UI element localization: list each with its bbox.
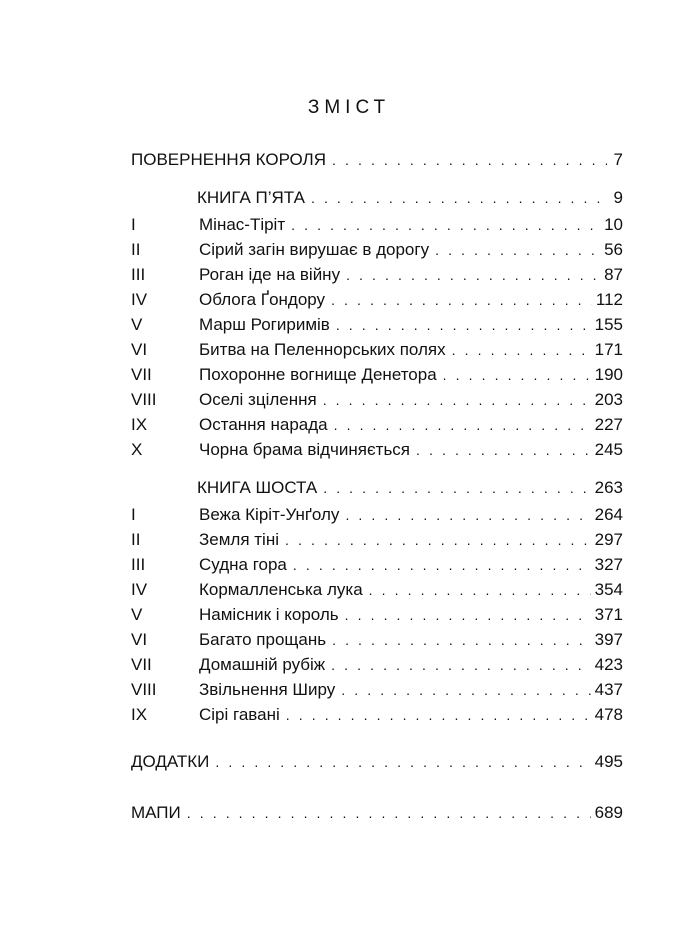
entry-title: Земля тіні [199,530,279,549]
page-number: 10 [604,215,623,234]
page-number: 263 [594,478,623,497]
page-number: 203 [594,390,623,409]
entry-title: Багато прощань [199,630,327,649]
dot-leader [336,313,591,338]
dot-leader [331,288,592,313]
dot-leader [341,678,590,703]
dot-leader [435,238,600,263]
chapter-number: IV [131,290,148,309]
page-number: 297 [594,530,623,549]
toc-entry [197,185,623,211]
entry-title: Кормалленська лука [199,580,363,599]
page-number: 227 [594,415,623,434]
entry-title: Вежа Кіріт-Унґолу [199,505,340,524]
chapter-number: II [131,240,141,259]
chapter-number: IX [131,705,148,724]
entry-title: Мінас-Тіріт [199,215,286,234]
page-number: 87 [604,265,623,284]
toc-row [131,800,623,825]
entry-title: Домашній рубіж [199,655,326,674]
dot-leader [443,363,591,388]
chapter-number: III [131,555,146,574]
toc-entry [199,287,623,313]
entry-title: ДОДАТКИ [131,752,210,771]
chapter-number: V [131,605,143,624]
entry-title: Чорна брама відчиняється [199,440,411,459]
chapter-number: VIII [131,390,157,409]
dot-leader [293,553,591,578]
dot-leader [285,528,591,553]
chapter-number: IV [131,580,148,599]
chapter-number: VIII [131,680,157,699]
chapter-number: VI [131,630,148,649]
entry-title: ПОВЕРНЕННЯ КОРОЛЯ [131,150,326,169]
chapter-number: III [131,265,146,284]
toc-entry [199,502,623,528]
toc-row [131,412,623,437]
toc-entry [199,677,623,703]
toc-entry [131,147,623,173]
dot-leader [311,186,607,211]
toc-row [131,237,623,262]
entry-title: Судна гора [199,555,287,574]
toc-row [131,287,623,312]
toc-entry [199,362,623,388]
toc-entry [199,412,623,438]
dot-leader [331,653,590,678]
toc-row [131,749,623,774]
toc-row [131,552,623,577]
toc-entry [197,475,623,501]
entry-title: Звільнення Ширу [199,680,336,699]
toc-row [131,602,623,627]
page-number: 171 [594,340,623,359]
page-number: 112 [595,290,623,309]
entry-title: Сірий загін вирушає в дорогу [199,240,430,259]
chapter-number: VII [131,365,152,384]
toc-entry [199,627,623,653]
toc-row [131,212,623,237]
dot-leader [345,603,591,628]
page-number: 689 [594,803,623,822]
page-number: 327 [594,555,623,574]
toc-row [131,437,623,462]
toc-entry [131,800,623,826]
entry-title: Похоронне вогнище Денетора [199,365,437,384]
dot-leader [416,438,591,463]
dot-leader [323,388,591,413]
toc-entry [199,337,623,363]
chapter-number: I [131,505,136,524]
chapter-number: II [131,530,141,549]
page-title: ЗМІСТ [307,97,391,118]
entry-title: Роган іде на війну [199,265,341,284]
toc-entry [199,312,623,338]
dot-leader [452,338,591,363]
toc-entry [199,262,623,288]
toc-row [131,702,623,727]
chapter-number: IX [131,415,148,434]
entry-title: Остання нарада [199,415,328,434]
toc-row [131,652,623,677]
page-number: 245 [594,440,623,459]
chapter-number: V [131,315,143,334]
entry-title: Оселі зцілення [199,390,317,409]
page-number: 9 [613,188,623,207]
entry-title: КНИГА П’ЯТА [197,188,305,207]
page-number: 423 [594,655,623,674]
dot-leader [286,703,591,728]
dot-leader [369,578,591,603]
dot-leader [332,148,607,173]
chapter-number: X [131,440,143,459]
toc-entry [131,749,623,775]
page-number: 478 [594,705,623,724]
toc-entry [199,437,623,463]
toc-entry [199,577,623,603]
toc-row [131,577,623,602]
entry-title: КНИГА ШОСТА [197,478,318,497]
entry-title: Битва на Пеленнорських полях [199,340,446,359]
toc-row [131,527,623,552]
dot-leader [215,750,590,775]
dot-leader [187,801,591,826]
entry-title: Марш Рогиримів [199,315,330,334]
page-number: 264 [594,505,623,524]
toc-entry [199,237,623,263]
toc-entry [199,652,623,678]
dot-leader [291,213,600,238]
toc-entry [199,702,623,728]
toc-entry [199,212,623,238]
toc-entry [199,387,623,413]
toc-entry [199,602,623,628]
toc-row [131,502,623,527]
toc-row [131,147,623,172]
entry-title: Сірі гавані [199,705,280,724]
dot-leader [334,413,591,438]
page-number: 495 [594,752,623,771]
chapter-number: VI [131,340,148,359]
toc-row [131,262,623,287]
page-number: 7 [613,150,623,169]
toc-row [131,312,623,337]
toc-entry [199,552,623,578]
entry-title: МАПИ [131,803,181,822]
entry-title: Облога Ґондору [199,290,326,309]
dot-leader [346,263,600,288]
page-number: 397 [594,630,623,649]
toc-entry [199,527,623,553]
dot-leader [323,476,590,501]
toc-row [131,337,623,362]
page-number: 371 [594,605,623,624]
dot-leader [345,503,590,528]
chapter-number: I [131,215,136,234]
page-number: 155 [594,315,623,334]
entry-title: Намісник і король [199,605,339,624]
chapter-number: VII [131,655,152,674]
page-number: 437 [594,680,623,699]
page-number: 56 [604,240,623,259]
toc-row [131,362,623,387]
page-number: 354 [594,580,623,599]
toc-row [131,475,623,500]
toc-row [131,677,623,702]
toc-row [131,185,623,210]
page-number: 190 [594,365,623,384]
toc-row [131,387,623,412]
dot-leader [332,628,591,653]
toc-row [131,627,623,652]
